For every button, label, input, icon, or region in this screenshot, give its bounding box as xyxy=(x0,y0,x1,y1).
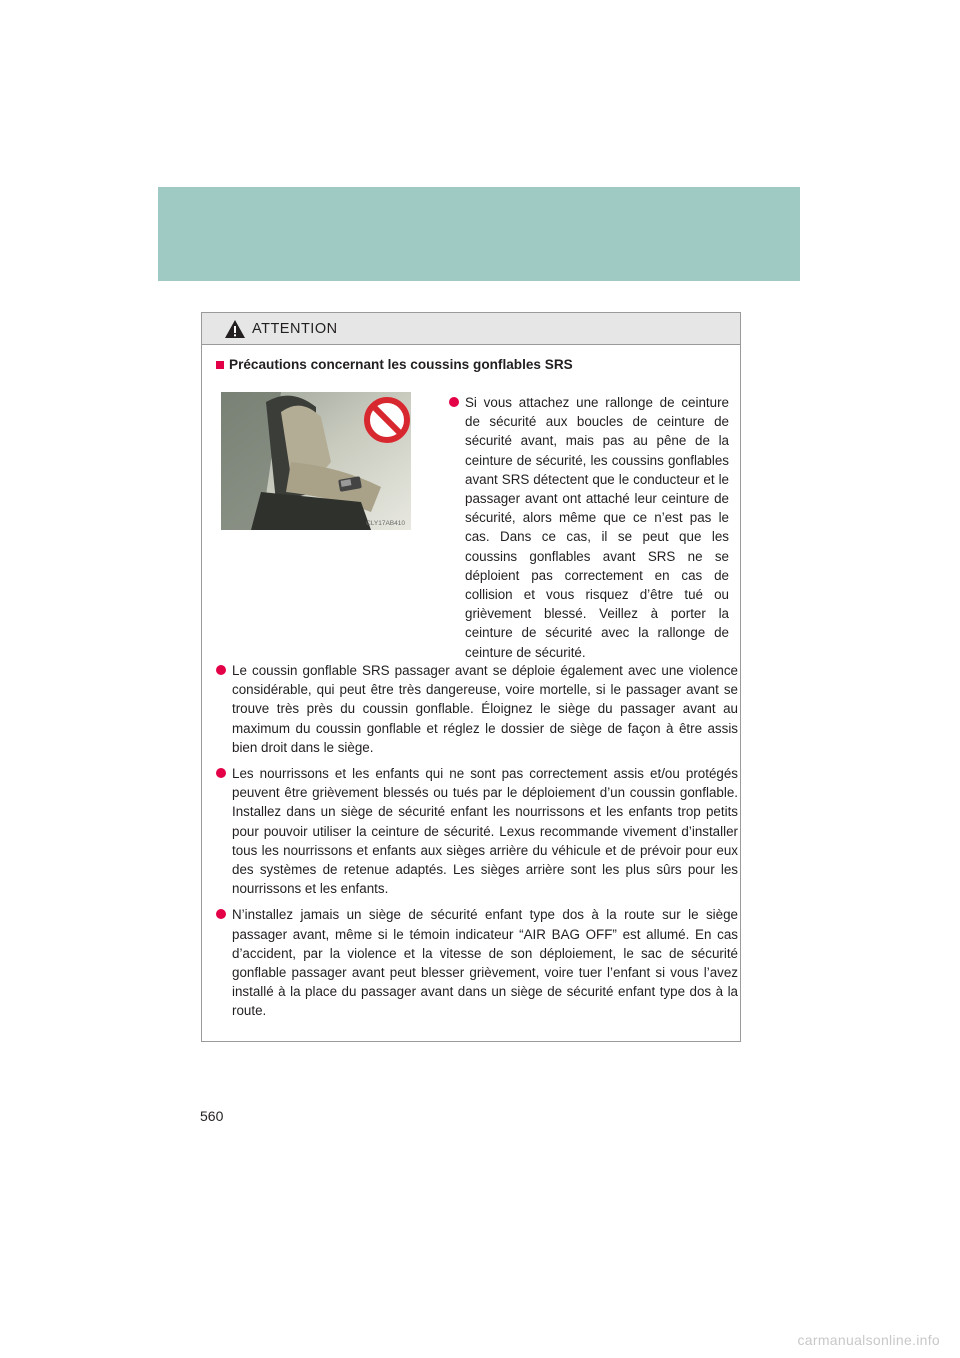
section-title-text: Précautions concernant les coussins gonflables SRS xyxy=(229,357,573,372)
bullet-text: Les nourrissons et les enfants qui ne sont pas correctement assis et/ou protégés peuvent être grièvement blessés ou tués par le déploiement d’un coussin gonflable. Installez dans un siège de sécurité enfant les nourrissons et les enfants trop petits pour pouvoir utiliser la ceinture de sécurité. Lexus recommande vivement d’installer tous les nourrissons et enfants aux sièges arrière du véhicule et de prévoir pour eux des systèmes de retenue adaptés. Les sièges arrière sont les plus sûrs pour les nourrissons et les enfants. xyxy=(232,766,738,897)
bullet-text: Si vous attachez une rallonge de ceinture de sécurité aux boucles de ceinture de sécurité avant, mais pas au pêne de la ceinture de sécurité, les coussins gonflables avant SRS détectent que le conducteur et le passager avant ont attaché leur ceinture de sécurité, alors même que ce n’est pas le cas. Dans ce cas, il se peut que les coussins gonflables avant SRS ne se déploient pas correctement en cas de collision et vous risquez d’être tué ou grièvement blessé. Veillez à porter la ceinture de sécurité avec la rallonge de ceinture de sécurité. xyxy=(465,395,729,660)
warning-header xyxy=(202,313,740,345)
watermark: carmanualsonline.info xyxy=(797,1332,940,1348)
warning-box xyxy=(201,312,741,1042)
list-item xyxy=(216,661,738,757)
bullet-text: N’installez jamais un siège de sécurité enfant type dos à la route sur le siège passager avant, même si le témoin indicateur “AIR BAG OFF” est allumé. En cas d’accident, par la violence et la vitesse de son déploiement, le sac de sécurité gonflable passager avant peut blesser grièvement, voire tuer l’enfant si vous l’avez installé à la place du passager avant dans un siège de sécurité enfant type dos à la route. xyxy=(232,907,738,1019)
list-item xyxy=(216,764,738,898)
section-square-icon xyxy=(216,361,224,369)
page-number: 560 xyxy=(200,1108,224,1124)
list-item xyxy=(216,905,738,1020)
bullet-icon xyxy=(216,768,226,778)
bullet-text: Le coussin gonflable SRS passager avant se déploie également avec une violence considérable, qui peut être très dangereuse, voire mortelle, si le passager avant se trouve très près du coussin gonflable. Éloignez le siège du passager avant au maximum du coussin gonflable et réglez le dossier de siège de façon à être assis bien droit dans le siège. xyxy=(232,663,738,755)
right-column xyxy=(449,393,729,662)
warning-triangle-icon xyxy=(224,319,246,339)
section-title xyxy=(216,357,573,372)
warning-list xyxy=(216,661,738,1028)
seatbelt-extender-illustration xyxy=(221,392,411,530)
warning-title: ATTENTION xyxy=(252,320,338,337)
bullet-icon xyxy=(449,397,459,407)
list-item xyxy=(449,393,729,662)
header-band xyxy=(158,187,800,281)
bullet-icon xyxy=(216,909,226,919)
bullet-icon xyxy=(216,665,226,675)
image-code: CLY17AB410 xyxy=(366,520,405,527)
